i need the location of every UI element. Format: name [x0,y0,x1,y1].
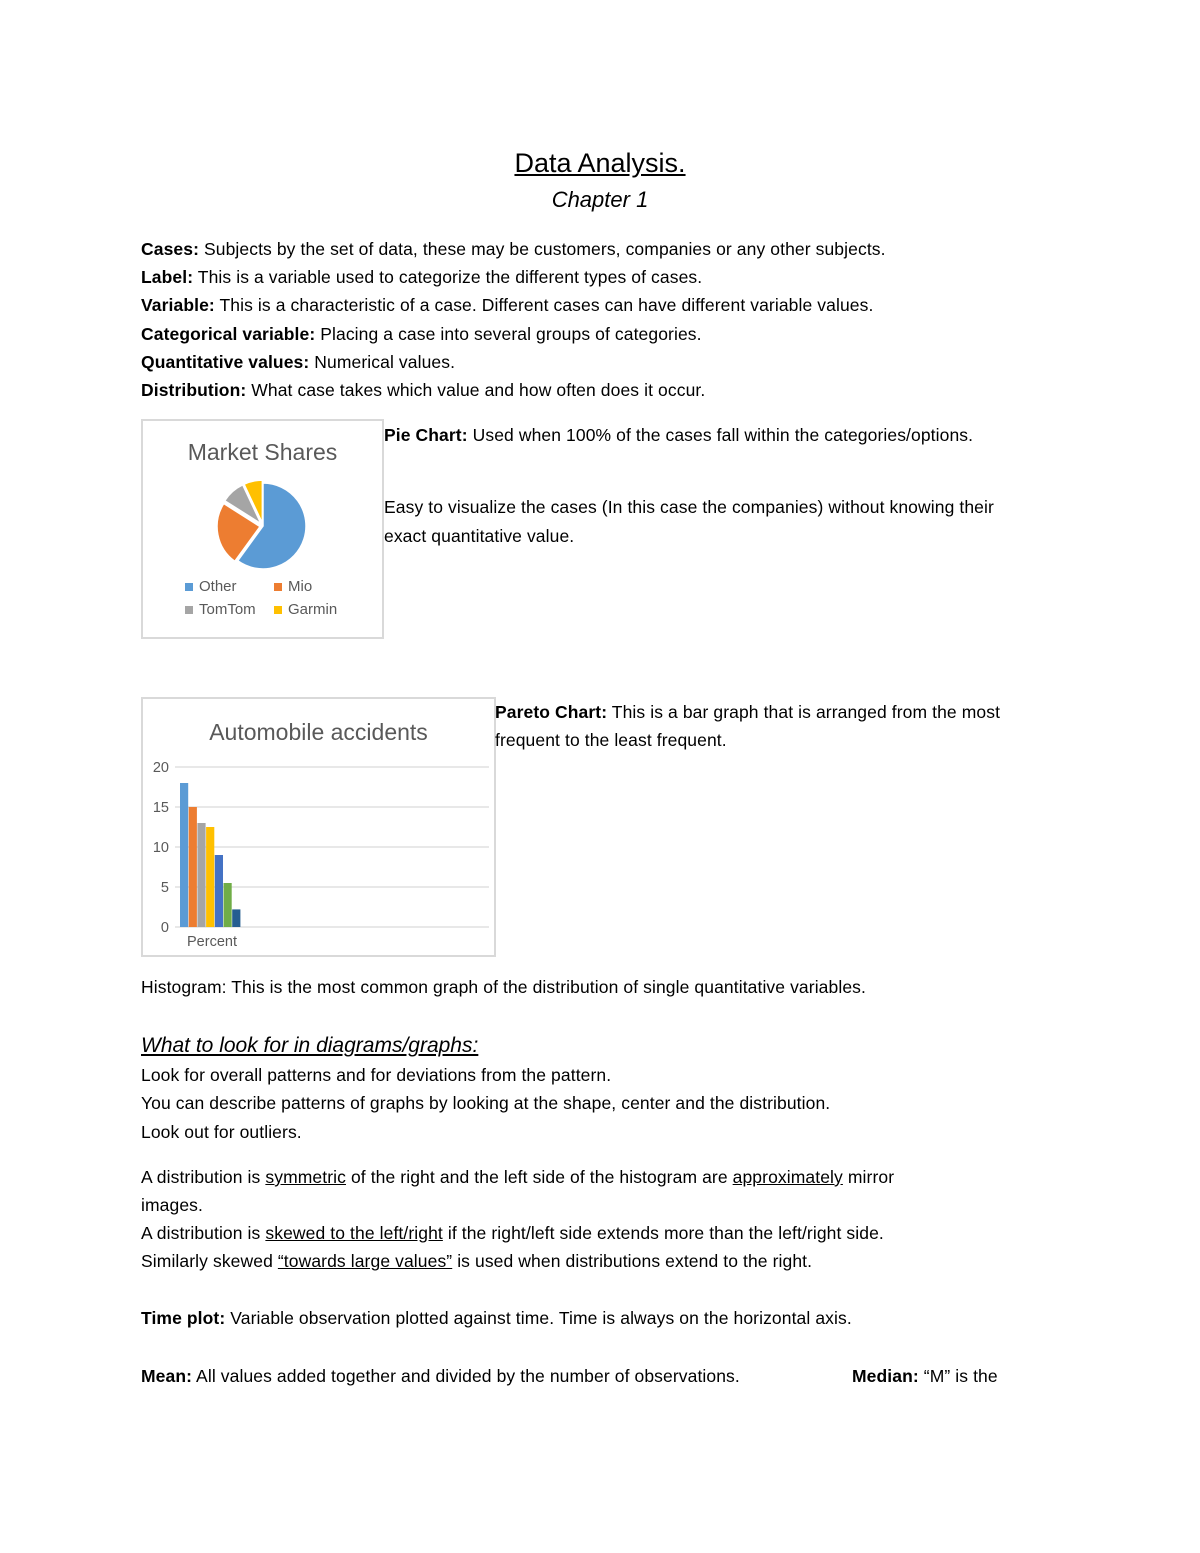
patterns-line-1: Look for overall patterns and for deviations from the pattern. [141,1065,612,1085]
definition-text: Used when 100% of the cases fall within the categories/options. [467,425,974,445]
definition-quantitative-values [141,351,455,373]
bar-series-7 [232,909,240,927]
definition-term: Median: [852,1366,919,1386]
pie-paragraph-line-2: exact quantitative value. [384,526,575,546]
document-title: Data Analysis. [514,148,686,178]
legend-swatch-mio [274,583,282,591]
underlined-term: skewed to the left/right [265,1223,443,1243]
y-tick-label: 20 [152,760,169,776]
symmetric-line [141,1166,894,1188]
y-tick-label: 5 [160,880,169,896]
underlined-term: “towards large values” [277,1251,453,1271]
chapter-subtitle: Chapter 1 [551,187,649,212]
legend-swatch-tomtom [185,606,193,614]
text-run: A distribution is [141,1223,266,1243]
legend-label-tomtom: TomTom [199,601,256,618]
text-run: A distribution is [141,1167,266,1187]
text-run: of the right and the left side of the histogram are [346,1167,733,1187]
definition-text: Placing a case into several groups of categories. [315,324,702,344]
median-definition [852,1365,998,1387]
definition-term: Label: [141,267,194,287]
definition-text: This is a characteristic of a case. Different cases can have different variable values. [214,295,874,315]
bar-series-4 [206,827,214,927]
pareto-definition-line-2: frequent to the least frequent. [495,730,727,750]
legend-label-mio: Mio [288,578,313,595]
y-tick-label: 10 [152,840,169,856]
similarly-skewed-line [141,1250,812,1272]
x-category-label: Percent [187,934,237,950]
definition-text: This is a bar graph that is arranged from the most [607,702,1001,722]
definition-variable [141,294,873,316]
definition-distribution [141,379,705,401]
bar-chart-title: Automobile accidents [209,719,428,745]
definition-categorical-variable [141,323,702,345]
patterns-line-2: You can describe patterns of graphs by looking at the shape, center and the distribution. [141,1093,831,1113]
bar-series-6 [224,883,232,927]
underlined-term: symmetric [265,1167,346,1187]
pie-paragraph-line-1: Easy to visualize the cases (In this case the companies) without knowing their [384,497,994,517]
y-tick-label: 15 [152,800,169,816]
time-plot-definition [141,1307,852,1329]
definition-text: All values added together and divided by the number of observations. [192,1366,740,1386]
bar-series-2 [189,807,197,927]
definition-text: What case takes which value and how often does it occur. [246,380,706,400]
bar-chart-container [141,697,496,957]
definition-term: Variable: [141,295,215,315]
pie-chart [143,421,382,637]
definition-term: Pie Chart: [384,425,468,445]
pareto-definition-line-1 [495,701,1000,723]
legend-swatch-other [185,583,193,591]
histogram-definition: Histogram: This is the most common graph of the distribution of single quantitative variables. [141,977,866,997]
text-run: mirror [842,1167,895,1187]
definition-label [141,266,702,288]
definition-term: Distribution: [141,380,247,400]
legend-label-other: Other [199,578,237,595]
bar-series-1 [180,783,188,927]
bar-series-5 [215,855,223,927]
definition-term: Cases: [141,239,199,259]
patterns-heading: What to look for in diagrams/graphs: [141,1034,479,1057]
definition-term: Quantitative values: [141,352,310,372]
y-tick-label: 0 [160,920,169,936]
symmetric-line-2: images. [141,1195,203,1215]
text-run: is used when distributions extend to the right. [452,1251,813,1271]
bar-chart [143,699,494,955]
underlined-term: approximately [732,1167,843,1187]
pie-chart-title: Market Shares [187,439,338,465]
patterns-line-3: Look out for outliers. [141,1122,302,1142]
pie-chart-definition [384,424,973,446]
definition-text: Subjects by the set of data, these may be customers, companies or any other subjects. [199,239,886,259]
legend-swatch-garmin [274,606,282,614]
definition-text: Variable observation plotted against time. Time is always on the horizontal axis. [225,1308,852,1328]
legend-label-garmin: Garmin [288,601,338,618]
definition-text: This is a variable used to categorize the different types of cases. [193,267,703,287]
definition-term: Pareto Chart: [495,702,608,722]
text-run: Similarly skewed [141,1251,278,1271]
definition-term: Mean: [141,1366,193,1386]
text-run: if the right/left side extends more than the left/right side. [442,1223,884,1243]
skewed-line [141,1222,884,1244]
definition-text: “M” is the [918,1366,998,1386]
definition-cases [141,238,886,260]
definition-term: Time plot: [141,1308,226,1328]
mean-definition [141,1365,740,1387]
bar-series-3 [197,823,205,927]
definition-term: Categorical variable: [141,324,316,344]
pie-chart-container [141,419,384,639]
definition-text: Numerical values. [309,352,456,372]
